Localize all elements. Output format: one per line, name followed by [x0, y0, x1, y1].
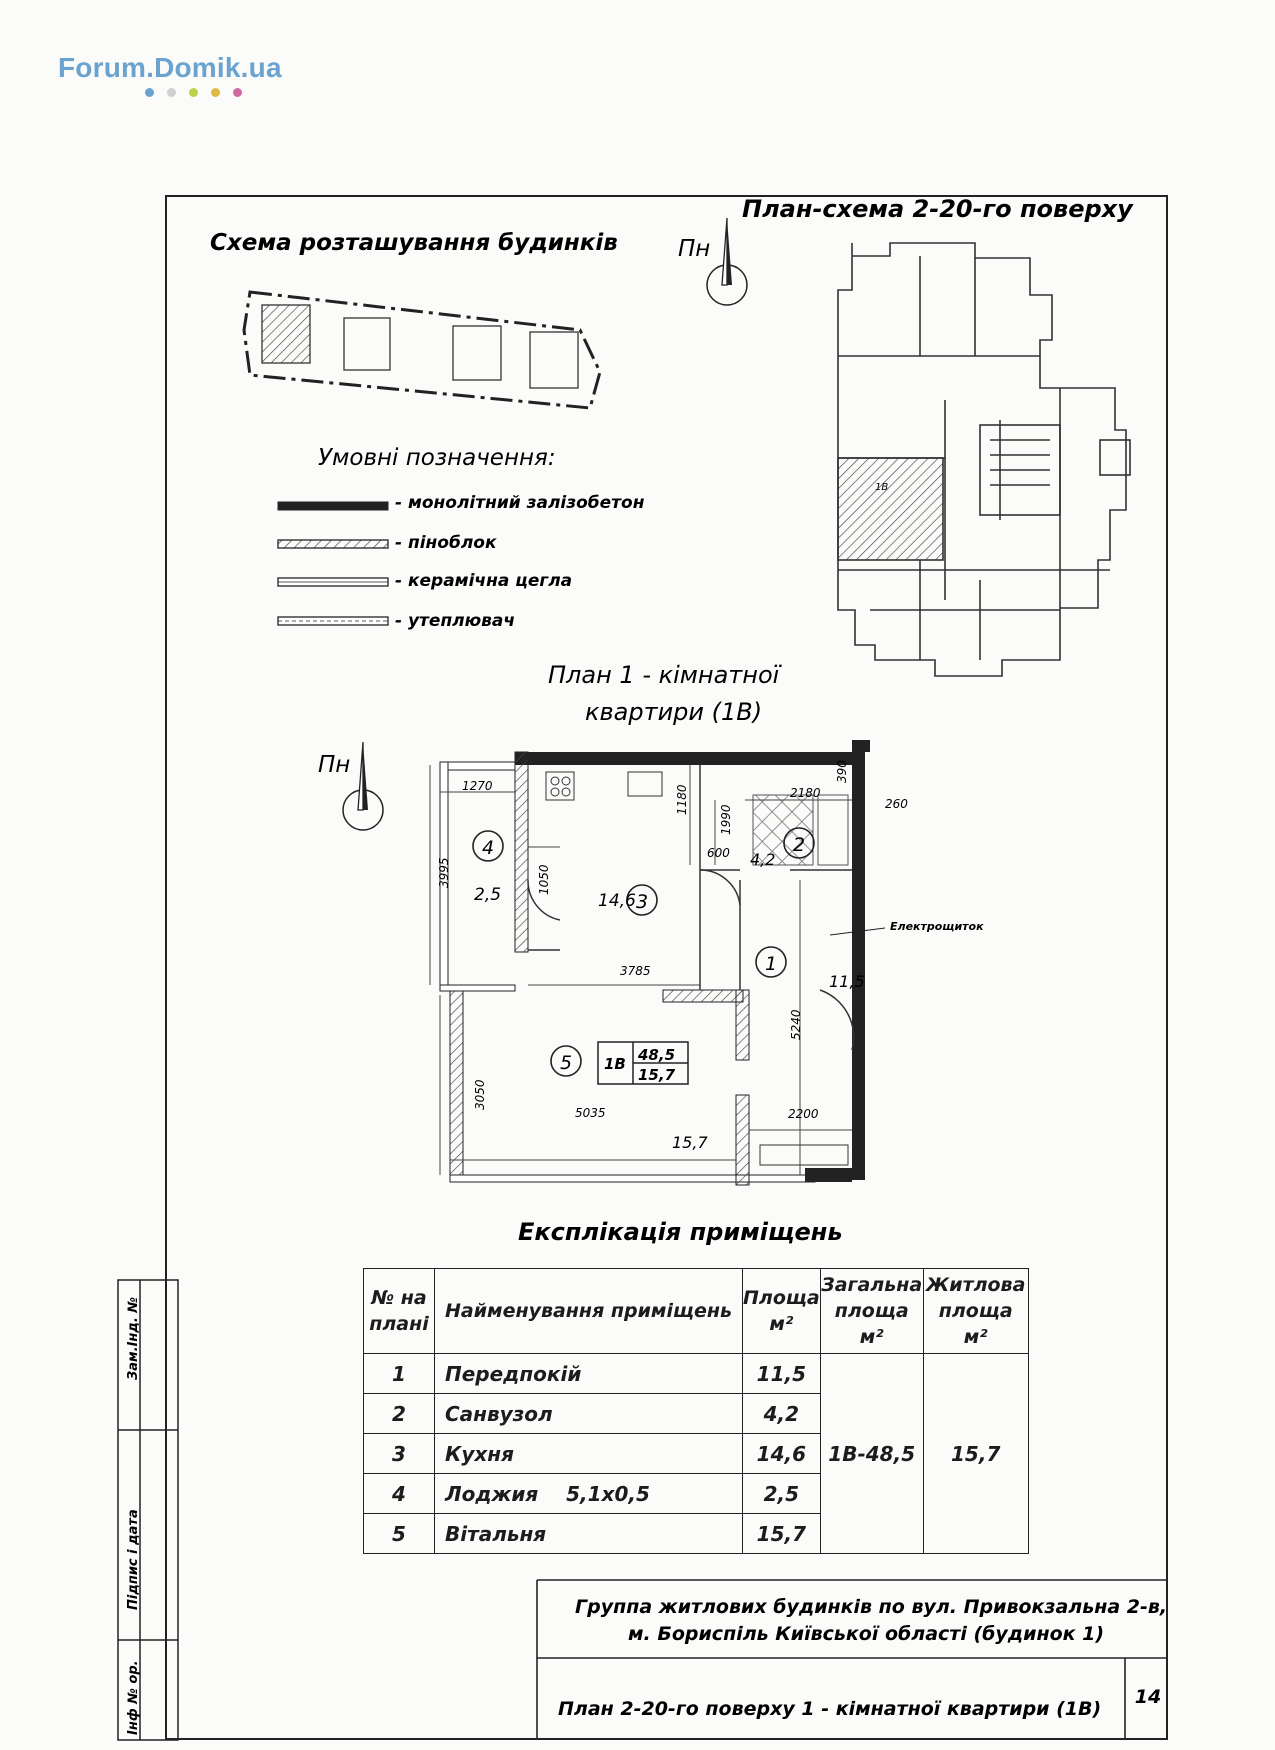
side-stamp-replace: Зам.Інд. № — [126, 1297, 141, 1380]
bathtub-icon — [818, 795, 848, 865]
side-stamp-inventory: Інф № ор. — [126, 1660, 141, 1735]
room-number-3: 3 — [636, 891, 649, 913]
room-area-1: 11,5 — [829, 972, 865, 991]
apartment-plan-title-line1: План 1 - кімнатної — [548, 661, 780, 689]
dim-3995: 3995 — [437, 857, 451, 888]
room-area-4: 2,5 — [474, 885, 502, 905]
living-area-cell: 15,7 — [923, 1354, 1028, 1554]
room-area-2: 4,2 — [750, 850, 776, 869]
sink-icon — [628, 772, 662, 796]
dim-1270: 1270 — [462, 779, 493, 793]
row-area: 4,2 — [743, 1394, 821, 1434]
explication-title: Експлікація приміщень — [518, 1218, 843, 1246]
dim-3785: 3785 — [620, 964, 651, 978]
dim-2180: 2180 — [790, 786, 821, 800]
legend-item-foamblock: - пінoблок — [395, 533, 497, 553]
legend-swatches — [278, 502, 388, 625]
dim-2200: 2200 — [788, 1107, 819, 1121]
highlighted-unit — [838, 458, 943, 560]
row-name: Лоджия 5,1х0,5 — [435, 1474, 743, 1514]
dim-5240: 5240 — [789, 1009, 803, 1040]
row-num: 5 — [364, 1514, 435, 1554]
dim-5035: 5035 — [575, 1106, 606, 1120]
row-num: 4 — [364, 1474, 435, 1514]
row-area: 11,5 — [743, 1354, 821, 1394]
room-number-1: 1 — [765, 953, 778, 975]
row-num: 2 — [364, 1394, 435, 1434]
row-name: Вітальня — [435, 1514, 743, 1554]
unit-summary-total: 48,5 — [638, 1046, 676, 1064]
header-num: № на плані — [364, 1269, 435, 1354]
row-num: 1 — [364, 1354, 435, 1394]
room-number-5: 5 — [560, 1052, 573, 1074]
header-total: Загальна площа м² — [820, 1269, 923, 1354]
room-area-5: 15,7 — [672, 1133, 708, 1152]
table-header-row — [364, 1269, 1029, 1354]
radiator-icon — [760, 1145, 848, 1165]
dim-3050: 3050 — [473, 1079, 487, 1110]
legend-title: Умовні позначення: — [318, 445, 556, 471]
dim-1050: 1050 — [537, 864, 551, 895]
header-living: Житлова площа м² — [923, 1269, 1028, 1354]
electric-panel-label: Електрощиток — [890, 920, 984, 933]
dim-1180: 1180 — [675, 784, 689, 815]
room-number-4: 4 — [482, 837, 495, 859]
row-area: 15,7 — [743, 1514, 821, 1554]
room-area-3: 14,6 — [598, 891, 636, 911]
floor-scheme-title: План-схема 2-20-го поверху — [742, 195, 1133, 223]
row-name: Кухня — [435, 1434, 743, 1474]
row-name: Передпокій — [435, 1354, 743, 1394]
dim-390: 390 — [835, 760, 849, 783]
legend-item-insulation: - утеплювач — [395, 611, 516, 631]
header-name: Найменування приміщень — [435, 1269, 743, 1354]
project-line1: Группа житлових будинків по вул. Привокзальна 2-в, — [575, 1596, 1168, 1618]
header-area: Площа м² — [743, 1269, 821, 1354]
unit-summary-living: 15,7 — [638, 1066, 676, 1084]
row-num: 3 — [364, 1434, 435, 1474]
legend-item-monolith: - монолітний залізобетон — [395, 493, 645, 513]
highlighted-unit-label: 1В — [875, 482, 889, 493]
north-label: Пн — [678, 236, 711, 262]
dim-260: 260 — [885, 797, 908, 811]
north-arrow-icon — [707, 218, 747, 305]
unit-summary-label: 1В — [604, 1055, 626, 1073]
explication-table — [363, 1268, 1029, 1554]
site-scheme-title: Схема розташування будинків — [210, 230, 618, 256]
row-area: 14,6 — [743, 1434, 821, 1474]
room-number-2: 2 — [793, 834, 806, 856]
sheet-number: 14 — [1134, 1686, 1162, 1708]
dim-1990: 1990 — [719, 804, 733, 835]
site-buildings — [262, 305, 578, 388]
watermark-logo: Forum.Domik.ua — [58, 52, 282, 83]
row-area: 2,5 — [743, 1474, 821, 1514]
total-area-cell: 1В-48,5 — [820, 1354, 923, 1554]
dim-600: 600 — [707, 846, 730, 860]
side-stamp-signature: Підпис і дата — [126, 1509, 141, 1610]
stove-icon — [546, 772, 574, 800]
plan-north-label: Пн — [318, 752, 351, 778]
row-name: Санвузол — [435, 1394, 743, 1434]
project-line2: м. Бориспіль Київської області (будинок 1) — [628, 1623, 1105, 1645]
sheet-title: План 2-20-го поверху 1 - кімнатної квартири (1В) — [558, 1698, 1102, 1720]
table-row — [364, 1354, 1029, 1394]
apartment-plan-title-line2: квартири (1В) — [585, 698, 763, 726]
legend-item-brick: - керамічна цегла — [395, 571, 573, 591]
